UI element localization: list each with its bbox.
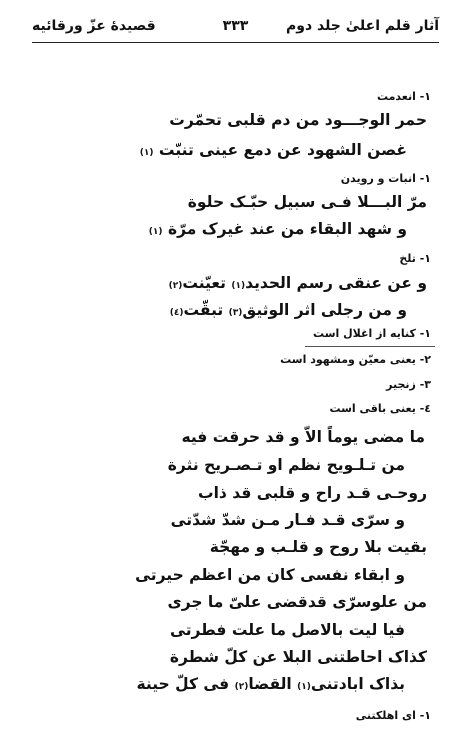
gloss-note: ١- انبات و رویدن (340, 172, 431, 185)
verse-text: تعیّنت (182, 274, 226, 292)
footnote: ٣- زنجیر (386, 378, 431, 391)
verse-line: روحـی قـد راح و قلبی قد ذاب (198, 484, 427, 502)
footnote-ref: (٢) (234, 682, 249, 692)
footnote-ref: (٣) (228, 308, 243, 318)
verse-line (140, 141, 407, 159)
footnote-separator (305, 346, 435, 347)
verse-text: و شهد البقاء من عند غیرک مرّة (167, 220, 407, 238)
gloss-note: ١- ای اهلکتنی (355, 709, 431, 722)
verse-line: بقیت بلا روح و قلـب و مهجّة (209, 538, 427, 556)
footnote-ref: (١) (231, 281, 246, 291)
page-number: ٣٣٣ (222, 18, 249, 34)
footnote: ١- کنایه از اغلال است (313, 327, 431, 340)
verse-text: فی کلّ حینة (136, 675, 230, 693)
footnote-ref: (١) (139, 148, 154, 158)
verse-text: القضا (248, 675, 292, 693)
verse-line: ما مضی یوماً الاّ و قد حرقت فیه (181, 428, 425, 446)
verse-line (149, 220, 407, 238)
verse-line: و ابقاء نفسی کان من اعظم حیرتی (135, 566, 405, 584)
verse-text: غصن الشهود عن دمع عینی تنبّت (158, 141, 407, 159)
verse-text: و من رجلی اثر الوثیق (242, 301, 407, 319)
verse-line (169, 274, 427, 292)
verse-line: فیا لیت بالاصل ما علت فطرتی (170, 621, 405, 639)
book-title: آثار قلم اعلیٰ جلد دوم (285, 18, 439, 34)
footnote: ٤- یعنی باقی است (329, 402, 431, 415)
footnote-ref: (٤) (169, 308, 184, 318)
verse-line: کذاک احاطتنی البلا عن کلّ شطرة (169, 648, 427, 666)
verse-line (170, 301, 407, 319)
verse-line: من علوسرّی قدقضی علیّ ما جری (167, 593, 427, 611)
footnote: ٢- یعنی معیّن ومشهود است (280, 353, 431, 366)
verse-line: من تـلـویح نظم او تـصـریح نثرة (167, 456, 405, 474)
section-title: قصیدهٔ عزّ ورقائیه (32, 18, 156, 34)
footnote-ref: (١) (148, 227, 163, 237)
footnote-ref: (٢) (168, 281, 183, 291)
gloss-note: ١- انعدمت (376, 90, 431, 103)
gloss-note: ١- تلخ (399, 252, 431, 265)
verse-line: و سرّی قـد فـار مـن شدّ شدّتی (170, 511, 405, 529)
verse-line (137, 675, 406, 693)
verse-line: حمر الوجـــود من دم قلبی تحمّرت (169, 111, 427, 129)
verse-text: بذاک ابادتنی (310, 675, 405, 693)
verse-text: و عن عنقی رسم الحدید (245, 274, 427, 292)
verse-line: مرّ البـــلا فـی سبیل حبّـک حلوة (187, 193, 427, 211)
footnote-ref: (١) (297, 682, 311, 692)
page-header (32, 12, 439, 43)
verse-text: تبقّت (183, 301, 224, 319)
